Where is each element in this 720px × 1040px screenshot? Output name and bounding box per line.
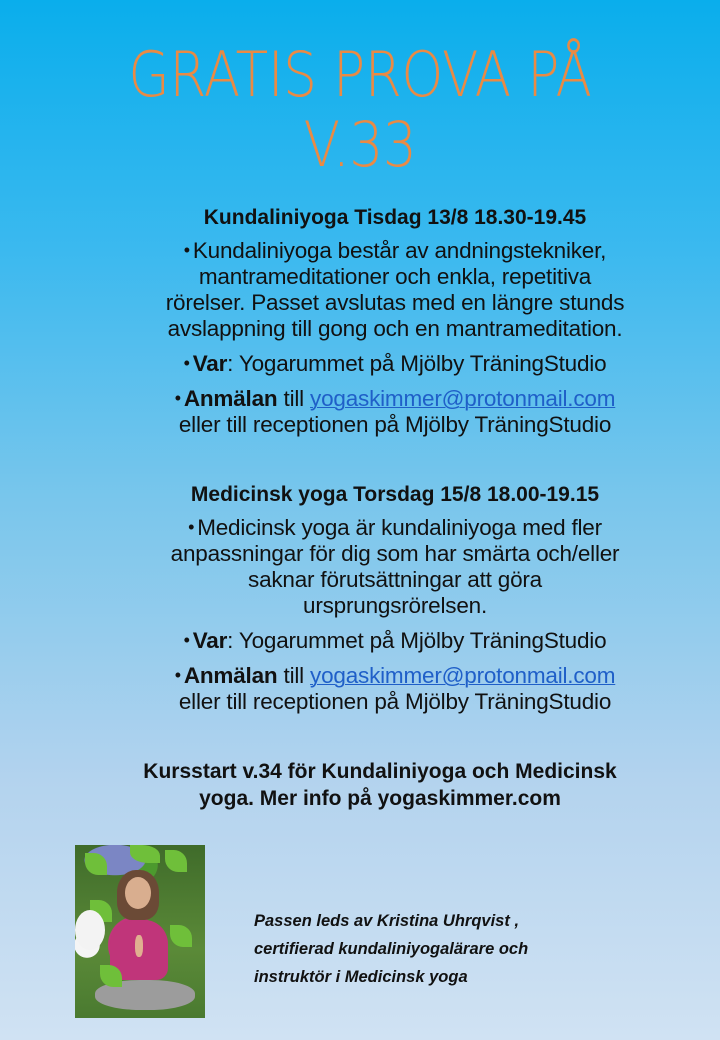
bullet-icon: • xyxy=(188,517,195,537)
leaf-shape xyxy=(165,850,187,872)
title-line-2: V.33 xyxy=(303,108,417,181)
registration-label: Anmälan xyxy=(183,663,278,688)
location-label: Var xyxy=(192,628,228,653)
session-kundaliniyoga xyxy=(100,205,690,438)
bullet-icon: • xyxy=(174,665,181,685)
session-registration: • Anmälan till yogaskimmer@protonmail.com eller till receptionen på Mjölby TräningStudio xyxy=(100,385,690,438)
figure-hands xyxy=(135,935,143,957)
registration-alternative: eller till receptionen på Mjölby TräningStudio xyxy=(178,689,612,714)
session-description: • Kundaliniyoga består av andningstekniker, mantrameditationer och enkla, repetitiva rörelser. Passet avslutas med en längre stunds avslappning till gong och en mantrameditation. xyxy=(165,238,625,341)
registration-label: Anmälan xyxy=(183,386,278,411)
leaf-shape xyxy=(130,845,160,863)
instructor-caption: Passen leds av Kristina Uhrqvist , certifierad kundaliniyogalärare och instruktör i Medicinsk yoga xyxy=(254,912,529,986)
bullet-icon: • xyxy=(174,388,181,408)
registration-alternative: eller till receptionen på Mjölby TräningStudio xyxy=(178,412,612,437)
location-label: Var xyxy=(192,351,228,376)
bullet-icon: • xyxy=(183,630,190,650)
bullet-icon: • xyxy=(183,353,190,373)
session-heading: Medicinsk yoga Torsdag 15/8 18.00-19.15 xyxy=(190,483,600,506)
flower-shape xyxy=(75,910,105,950)
leaf-shape xyxy=(85,853,107,875)
email-link[interactable]: yogaskimmer@protonmail.com xyxy=(310,386,616,411)
bullet-icon: • xyxy=(183,240,190,260)
course-start-info: Kursstart v.34 för Kundaliniyoga och Medicinsk yoga. Mer info på yogaskimmer.com xyxy=(143,760,617,810)
figure-face xyxy=(125,877,151,909)
location-text: Yogarummet på Mjölby TräningStudio xyxy=(233,628,607,653)
session-medicinsk-yoga xyxy=(100,482,690,715)
leaf-shape xyxy=(170,925,192,947)
session-description: • Medicinsk yoga är kundaliniyoga med fler anpassningar för dig som har smärta och/eller saknar förutsättningar att göra ursprungsrörelsen. xyxy=(170,515,620,618)
session-location: • Var: Yogarummet på Mjölby TräningStudio xyxy=(183,628,607,653)
instructor-photo xyxy=(75,845,205,1018)
session-heading: Kundaliniyoga Tisdag 13/8 18.30-19.45 xyxy=(203,206,587,229)
email-link[interactable]: yogaskimmer@protonmail.com xyxy=(310,663,616,688)
session-registration: • Anmälan till yogaskimmer@protonmail.com eller till receptionen på Mjölby TräningStudio xyxy=(100,662,690,715)
session-location: • Var: Yogarummet på Mjölby TräningStudio xyxy=(183,351,607,376)
page-title xyxy=(50,40,669,180)
title-line-1: GRATIS PROVA PÅ xyxy=(128,38,592,111)
location-text: Yogarummet på Mjölby TräningStudio xyxy=(233,351,607,376)
